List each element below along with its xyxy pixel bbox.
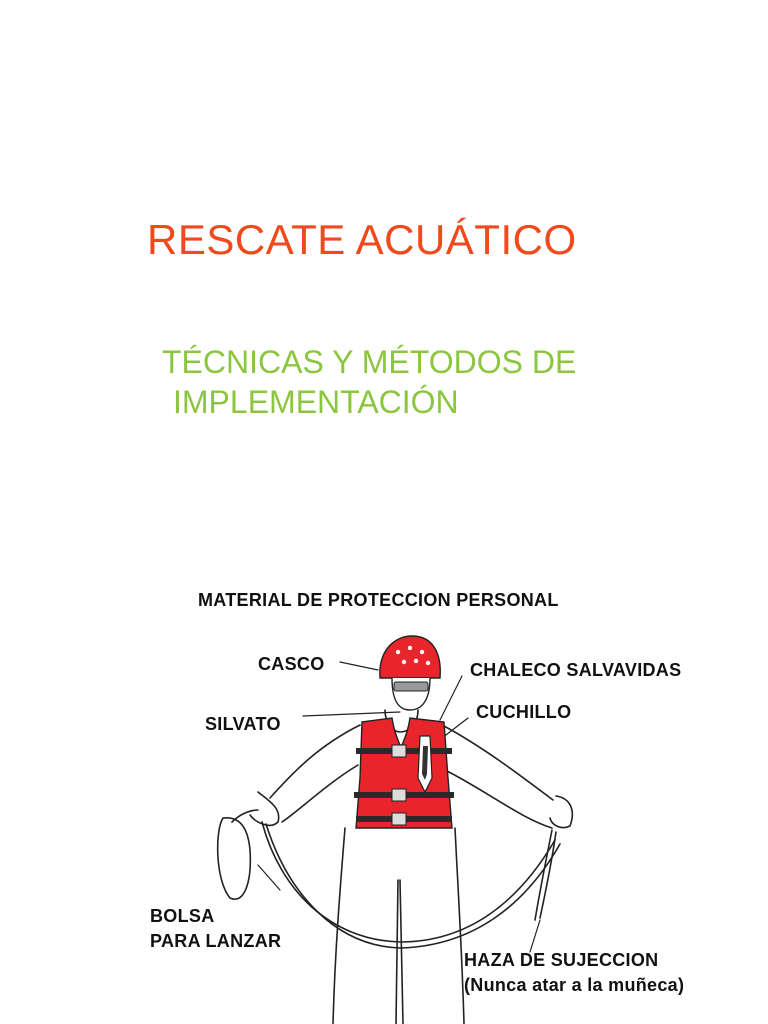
pointer-chaleco (440, 676, 462, 720)
pointer-bolsa (258, 865, 280, 890)
label-bolsa-line-1: BOLSA (150, 906, 215, 926)
label-bolsa (150, 906, 281, 952)
label-chaleco: CHALECO SALVAVIDAS (470, 660, 682, 680)
right-leg-outline (455, 828, 464, 1024)
right-arm-outline (442, 725, 553, 800)
figure-heading: MATERIAL DE PROTECCION PERSONAL (198, 590, 559, 610)
throw-bag-outline (218, 818, 251, 899)
label-casco: CASCO (258, 654, 325, 674)
ppe-illustration (0, 560, 768, 1024)
subtitle-line-1: TÉCNICAS Y MÉTODOS DE (162, 344, 577, 380)
pointer-haza (530, 920, 540, 952)
slide-subtitle (162, 342, 576, 422)
left-hand (250, 792, 279, 825)
label-bolsa-line-2: PARA LANZAR (150, 931, 282, 951)
inner-leg-line (396, 880, 398, 1024)
label-haza (464, 950, 684, 996)
life-vest-icon (354, 718, 454, 828)
label-haza-line-2: (Nunca atar a la muñeca) (464, 975, 685, 995)
left-arm-outline (270, 725, 360, 798)
label-haza-line-1: HAZA DE SUJECCION (464, 950, 659, 970)
subtitle-line-2: IMPLEMENTACIÓN (173, 384, 459, 420)
helmet-icon (380, 636, 440, 710)
pointer-cuchillo (442, 718, 468, 738)
pointer-casco (340, 662, 378, 670)
label-silvato: SILVATO (205, 714, 281, 734)
label-cuchillo: CUCHILLO (476, 702, 572, 722)
slide-title: RESCATE ACUÁTICO (147, 216, 577, 263)
throw-rope (262, 822, 555, 942)
right-hand (550, 796, 572, 828)
